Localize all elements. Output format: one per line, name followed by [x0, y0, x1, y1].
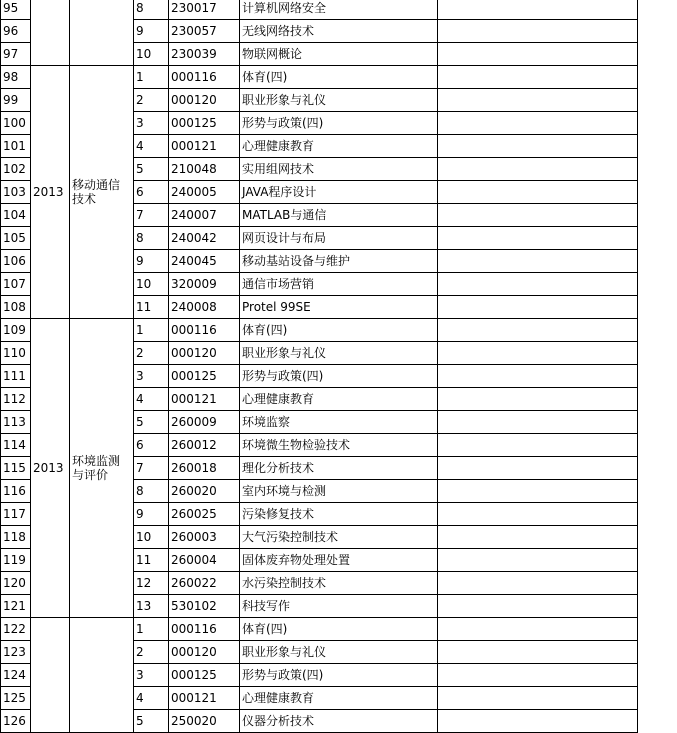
row-number-cell: 102 — [1, 158, 31, 181]
course-code-cell: 260025 — [169, 503, 240, 526]
empty-cell — [438, 572, 638, 595]
course-name-cell: 形势与政策(四) — [240, 112, 438, 135]
sequence-cell: 1 — [134, 618, 169, 641]
row-number-cell: 124 — [1, 664, 31, 687]
program-cell — [70, 618, 134, 733]
course-name-cell: Protel 99SE — [240, 296, 438, 319]
sequence-cell: 6 — [134, 434, 169, 457]
row-number-cell: 110 — [1, 342, 31, 365]
sequence-cell: 1 — [134, 319, 169, 342]
empty-cell — [438, 250, 638, 273]
course-name-cell: 污染修复技术 — [240, 503, 438, 526]
sequence-cell: 5 — [134, 710, 169, 733]
row-number-cell: 108 — [1, 296, 31, 319]
course-name-cell: 水污染控制技术 — [240, 572, 438, 595]
sequence-cell: 2 — [134, 641, 169, 664]
table-row — [1, 0, 638, 20]
course-code-cell: 240007 — [169, 204, 240, 227]
course-code-cell: 240045 — [169, 250, 240, 273]
empty-cell — [438, 89, 638, 112]
course-code-cell: 210048 — [169, 158, 240, 181]
row-number-cell: 111 — [1, 365, 31, 388]
program-cell: 移动通信技术 — [70, 66, 134, 319]
empty-cell — [438, 526, 638, 549]
course-name-cell: 体育(四) — [240, 319, 438, 342]
course-name-cell: 网页设计与布局 — [240, 227, 438, 250]
row-number-cell: 99 — [1, 89, 31, 112]
year-cell — [31, 618, 70, 733]
course-code-cell: 250020 — [169, 710, 240, 733]
row-number-cell: 101 — [1, 135, 31, 158]
row-number-cell: 126 — [1, 710, 31, 733]
course-code-cell: 000120 — [169, 641, 240, 664]
course-name-cell: 无线网络技术 — [240, 20, 438, 43]
table-row — [1, 66, 638, 89]
sequence-cell: 6 — [134, 181, 169, 204]
course-name-cell: 形势与政策(四) — [240, 365, 438, 388]
row-number-cell: 117 — [1, 503, 31, 526]
course-code-cell: 000116 — [169, 66, 240, 89]
empty-cell — [438, 641, 638, 664]
row-number-cell: 118 — [1, 526, 31, 549]
sequence-cell: 2 — [134, 342, 169, 365]
row-number-cell: 123 — [1, 641, 31, 664]
sequence-cell: 8 — [134, 227, 169, 250]
course-name-cell: 实用组网技术 — [240, 158, 438, 181]
empty-cell — [438, 342, 638, 365]
empty-cell — [438, 204, 638, 227]
empty-cell — [438, 365, 638, 388]
row-number-cell: 96 — [1, 20, 31, 43]
sequence-cell: 1 — [134, 66, 169, 89]
row-number-cell: 100 — [1, 112, 31, 135]
course-name-cell: 心理健康教育 — [240, 388, 438, 411]
sequence-cell: 10 — [134, 526, 169, 549]
row-number-cell: 95 — [1, 0, 31, 20]
row-number-cell: 116 — [1, 480, 31, 503]
row-number-cell: 103 — [1, 181, 31, 204]
empty-cell — [438, 618, 638, 641]
empty-cell — [438, 0, 638, 20]
course-name-cell: MATLAB与通信 — [240, 204, 438, 227]
sequence-cell: 3 — [134, 664, 169, 687]
sequence-cell: 9 — [134, 20, 169, 43]
course-name-cell: 环境监察 — [240, 411, 438, 434]
year-cell: 2013 — [31, 319, 70, 618]
sequence-cell: 12 — [134, 572, 169, 595]
empty-cell — [438, 434, 638, 457]
sequence-cell: 5 — [134, 411, 169, 434]
sequence-cell: 8 — [134, 0, 169, 20]
course-code-cell: 320009 — [169, 273, 240, 296]
empty-cell — [438, 273, 638, 296]
row-number-cell: 97 — [1, 43, 31, 66]
program-cell — [70, 0, 134, 66]
row-number-cell: 109 — [1, 319, 31, 342]
course-name-cell: 职业形象与礼仪 — [240, 89, 438, 112]
course-code-cell: 000121 — [169, 135, 240, 158]
row-number-cell: 122 — [1, 618, 31, 641]
empty-cell — [438, 664, 638, 687]
sequence-cell: 11 — [134, 549, 169, 572]
sequence-cell: 13 — [134, 595, 169, 618]
sequence-cell: 3 — [134, 365, 169, 388]
course-name-cell: 计算机网络安全 — [240, 0, 438, 20]
program-cell: 环境监测与评价 — [70, 319, 134, 618]
sequence-cell: 9 — [134, 250, 169, 273]
row-number-cell: 112 — [1, 388, 31, 411]
course-name-cell: 固体废弃物处理处置 — [240, 549, 438, 572]
year-cell — [31, 0, 70, 66]
empty-cell — [438, 687, 638, 710]
row-number-cell: 113 — [1, 411, 31, 434]
empty-cell — [438, 503, 638, 526]
sequence-cell: 8 — [134, 480, 169, 503]
course-name-cell: 心理健康教育 — [240, 687, 438, 710]
sequence-cell: 5 — [134, 158, 169, 181]
course-code-cell: 000125 — [169, 365, 240, 388]
sequence-cell: 7 — [134, 204, 169, 227]
sequence-cell: 2 — [134, 89, 169, 112]
row-number-cell: 120 — [1, 572, 31, 595]
sequence-cell: 11 — [134, 296, 169, 319]
row-number-cell: 98 — [1, 66, 31, 89]
course-code-cell: 000125 — [169, 112, 240, 135]
course-code-cell: 000116 — [169, 618, 240, 641]
course-code-cell: 000121 — [169, 388, 240, 411]
empty-cell — [438, 457, 638, 480]
course-name-cell: JAVA程序设计 — [240, 181, 438, 204]
sequence-cell: 4 — [134, 687, 169, 710]
course-code-cell: 260009 — [169, 411, 240, 434]
course-name-cell: 理化分析技术 — [240, 457, 438, 480]
course-code-cell: 260012 — [169, 434, 240, 457]
row-number-cell: 119 — [1, 549, 31, 572]
empty-cell — [438, 411, 638, 434]
course-name-cell: 体育(四) — [240, 618, 438, 641]
course-code-cell: 260022 — [169, 572, 240, 595]
empty-cell — [438, 480, 638, 503]
course-name-cell: 室内环境与检测 — [240, 480, 438, 503]
course-code-cell: 230017 — [169, 0, 240, 20]
empty-cell — [438, 112, 638, 135]
row-number-cell: 121 — [1, 595, 31, 618]
course-code-cell: 260004 — [169, 549, 240, 572]
empty-cell — [438, 158, 638, 181]
course-code-cell: 000121 — [169, 687, 240, 710]
year-cell: 2013 — [31, 66, 70, 319]
course-name-cell: 职业形象与礼仪 — [240, 641, 438, 664]
row-number-cell: 115 — [1, 457, 31, 480]
course-code-cell: 260020 — [169, 480, 240, 503]
sequence-cell: 3 — [134, 112, 169, 135]
empty-cell — [438, 20, 638, 43]
row-number-cell: 125 — [1, 687, 31, 710]
course-code-cell: 230039 — [169, 43, 240, 66]
empty-cell — [438, 710, 638, 733]
empty-cell — [438, 43, 638, 66]
row-number-cell: 114 — [1, 434, 31, 457]
empty-cell — [438, 66, 638, 89]
table-row — [1, 319, 638, 342]
row-number-cell: 105 — [1, 227, 31, 250]
row-number-cell: 104 — [1, 204, 31, 227]
course-code-cell: 230057 — [169, 20, 240, 43]
course-name-cell: 通信市场营销 — [240, 273, 438, 296]
sequence-cell: 10 — [134, 273, 169, 296]
course-code-cell: 000125 — [169, 664, 240, 687]
empty-cell — [438, 319, 638, 342]
course-name-cell: 心理健康教育 — [240, 135, 438, 158]
empty-cell — [438, 135, 638, 158]
sequence-cell: 7 — [134, 457, 169, 480]
course-code-cell: 000120 — [169, 342, 240, 365]
empty-cell — [438, 296, 638, 319]
course-name-cell: 环境微生物检验技术 — [240, 434, 438, 457]
course-code-cell: 240042 — [169, 227, 240, 250]
course-name-cell: 物联网概论 — [240, 43, 438, 66]
course-name-cell: 大气污染控制技术 — [240, 526, 438, 549]
empty-cell — [438, 181, 638, 204]
course-name-cell: 科技写作 — [240, 595, 438, 618]
course-name-cell: 形势与政策(四) — [240, 664, 438, 687]
empty-cell — [438, 388, 638, 411]
course-code-cell: 240008 — [169, 296, 240, 319]
empty-cell — [438, 549, 638, 572]
course-name-cell: 职业形象与礼仪 — [240, 342, 438, 365]
course-name-cell: 体育(四) — [240, 66, 438, 89]
course-code-cell: 240005 — [169, 181, 240, 204]
course-code-cell: 000120 — [169, 89, 240, 112]
course-code-cell: 000116 — [169, 319, 240, 342]
sequence-cell: 9 — [134, 503, 169, 526]
table-row — [1, 618, 638, 641]
row-number-cell: 106 — [1, 250, 31, 273]
course-name-cell: 移动基站设备与维护 — [240, 250, 438, 273]
course-code-cell: 260018 — [169, 457, 240, 480]
sequence-cell: 10 — [134, 43, 169, 66]
course-code-cell: 530102 — [169, 595, 240, 618]
sequence-cell: 4 — [134, 135, 169, 158]
course-name-cell: 仪器分析技术 — [240, 710, 438, 733]
empty-cell — [438, 595, 638, 618]
course-code-cell: 260003 — [169, 526, 240, 549]
row-number-cell: 107 — [1, 273, 31, 296]
empty-cell — [438, 227, 638, 250]
sequence-cell: 4 — [134, 388, 169, 411]
